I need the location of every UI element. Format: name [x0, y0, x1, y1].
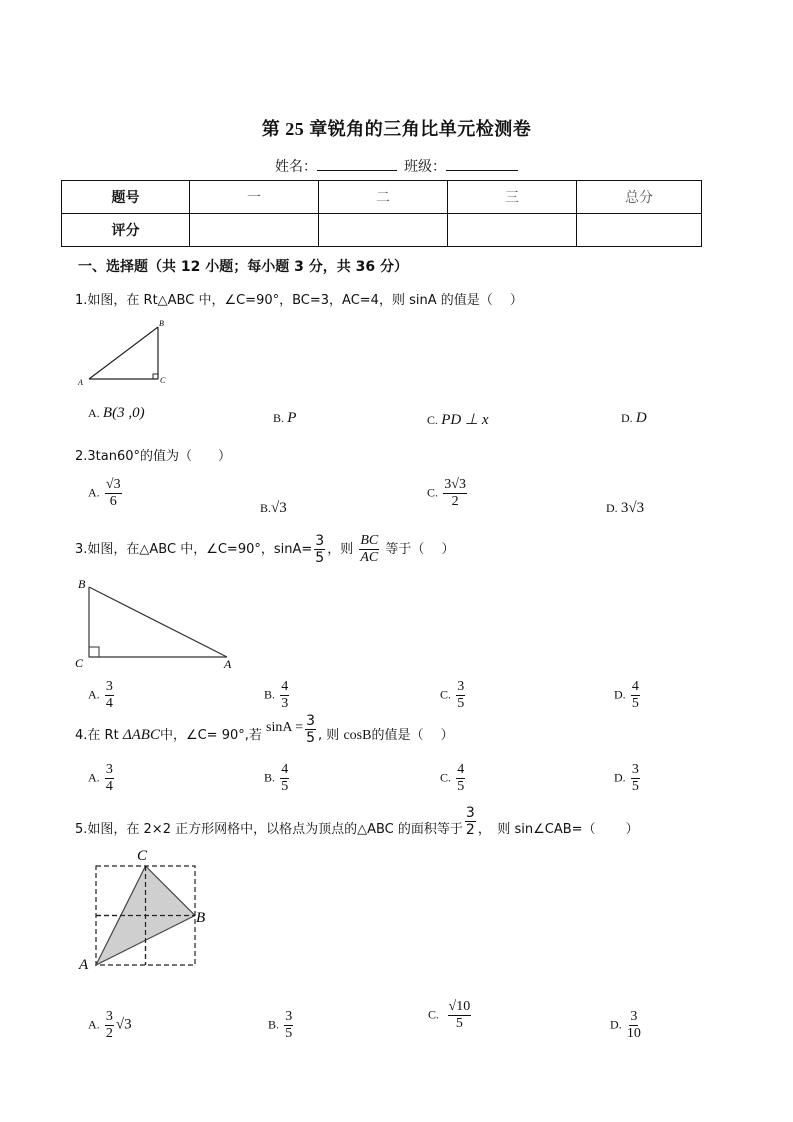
score-cell[interactable] [577, 214, 702, 247]
fraction: $\frac{BC}{AC}$ [360, 533, 379, 565]
fraction: $\frac{4}{3}$ [281, 679, 289, 711]
q3-option-c[interactable]: C. $\frac{3}{5}$ [440, 679, 465, 711]
q3-option-d[interactable]: D. $\frac{4}{5}$ [614, 679, 639, 711]
fraction: $\frac{3}{5}$ [457, 679, 465, 711]
score-table-score-row [62, 214, 702, 247]
score-cell[interactable] [448, 214, 577, 247]
q1-option-d[interactable]: D. D [621, 410, 647, 426]
fraction: $\frac{3}{5}$ [315, 533, 325, 566]
question-5-text: 5.如图，在 2×2 正方形网格中，以格点为顶点的△ABC 的面积等于 $\frac{3}{2}$ ， 则 sin∠CAB=（ ） [75, 805, 639, 838]
page-title: 第 25 章锐角的三角比单元检测卷 [261, 119, 532, 139]
score-row-label: 评分 [62, 214, 190, 247]
question-2-text: 2.3tan60°的值为（ ） [75, 449, 232, 464]
fraction: $\frac{√10}{5}$ [448, 999, 471, 1031]
fraction: $\frac{3}{4}$ [105, 679, 113, 711]
fraction: $\frac{4}{5}$ [281, 762, 289, 794]
q1-label-b: B [159, 319, 164, 328]
q5-option-a[interactable]: A. $\frac{3}{2}$ √3 [88, 1009, 132, 1041]
question-4-text: 4.在 Rt ΔABC中，∠C= 90°,若 sinA = $\frac{3}{5}$ , 则 cosB的值是（ ） [75, 713, 454, 746]
question-3-figure [72, 574, 242, 674]
header-cell: 一 [190, 181, 319, 214]
fraction: $\frac{3}{5}$ [306, 713, 316, 746]
question-3-text: 3.如图，在△ABC 中，∠C=90°，sinA= $\frac{3}{5}$ ，则 $\frac{BC}{AC}$ 等于（ ） [75, 533, 455, 566]
score-cell[interactable] [190, 214, 319, 247]
student-info-line [0, 156, 793, 176]
fraction: $\frac{3}{2}$ [465, 805, 475, 838]
q2-option-c[interactable]: C. $\frac{3√3}{2}$ [427, 477, 466, 509]
q2-option-a[interactable]: A. $\frac{√3}{6}$ [88, 477, 121, 509]
q5-option-b[interactable]: B. $\frac{3}{5}$ [268, 1009, 293, 1041]
q1-option-a[interactable]: A. B(3 ,0) [88, 405, 145, 421]
q1-label-a: A [78, 378, 83, 387]
header-cell: 三 [448, 181, 577, 214]
class-label: 班级： [404, 160, 446, 175]
q3-option-a[interactable]: A. $\frac{3}{4}$ [88, 679, 113, 711]
q1-label-c: C [160, 376, 166, 385]
q3-label-c: C [75, 656, 84, 670]
header-cell: 二 [319, 181, 448, 214]
q1-option-b[interactable]: B. P [273, 410, 297, 426]
q3-right-angle-mark [89, 647, 99, 657]
q5-option-c[interactable]: C. $\frac{√10}{5}$ [428, 999, 471, 1031]
q4-option-b[interactable]: B. $\frac{4}{5}$ [264, 762, 289, 794]
name-label: 姓名： [275, 160, 317, 175]
fraction: $\frac{4}{5}$ [457, 762, 465, 794]
q3-label-b: B [78, 577, 86, 591]
fraction: $\frac{3}{5}$ [285, 1009, 293, 1041]
q4-option-a[interactable]: A. $\frac{3}{4}$ [88, 762, 113, 794]
q1-side-ab [89, 327, 158, 379]
question-1-text: 1.如图，在 Rt△ABC 中，∠C=90°，BC=3，AC=4，则 sinA 的值是（ ） [75, 293, 523, 308]
question-5-figure [75, 842, 225, 972]
fraction: $\frac{3}{5}$ [631, 762, 639, 794]
score-table [61, 180, 702, 247]
fraction: $\frac{3}{10}$ [626, 1009, 641, 1041]
fraction: $\frac{3}{4}$ [105, 762, 113, 794]
q5-label-a: A [79, 957, 89, 973]
name-blank[interactable] [317, 158, 397, 171]
q4-option-c[interactable]: C. $\frac{4}{5}$ [440, 762, 465, 794]
q2-option-b[interactable]: B.√3 [260, 500, 287, 516]
q3-label-a: A [224, 657, 232, 671]
question-1-figure [75, 318, 175, 388]
score-cell[interactable] [319, 214, 448, 247]
q3-option-b[interactable]: B. $\frac{4}{3}$ [264, 679, 289, 711]
q1-option-c[interactable]: C. PD ⊥ x [427, 412, 489, 428]
q4-option-d[interactable]: D. $\frac{3}{5}$ [614, 762, 639, 794]
score-table-header-row [62, 181, 702, 214]
fraction: $\frac{√3}{6}$ [105, 477, 121, 509]
fraction: $\frac{3√3}{2}$ [444, 477, 466, 509]
header-cell: 总分 [577, 181, 702, 214]
q5-option-d[interactable]: D. $\frac{3}{10}$ [610, 1009, 641, 1041]
q5-label-b: B [196, 910, 206, 926]
fraction: $\frac{4}{5}$ [631, 679, 639, 711]
q5-label-c: C [137, 848, 148, 864]
q3-side-ab [89, 587, 227, 657]
header-cell: 题号 [62, 181, 190, 214]
q1-right-angle-mark [153, 374, 158, 379]
class-blank[interactable] [446, 158, 518, 171]
fraction: $\frac{3}{2}$ [105, 1009, 113, 1041]
q2-option-d[interactable]: D. 3√3 [606, 500, 645, 516]
section-heading: 一、选择题（共 12 小题；每小题 3 分，共 36 分） [78, 259, 408, 275]
